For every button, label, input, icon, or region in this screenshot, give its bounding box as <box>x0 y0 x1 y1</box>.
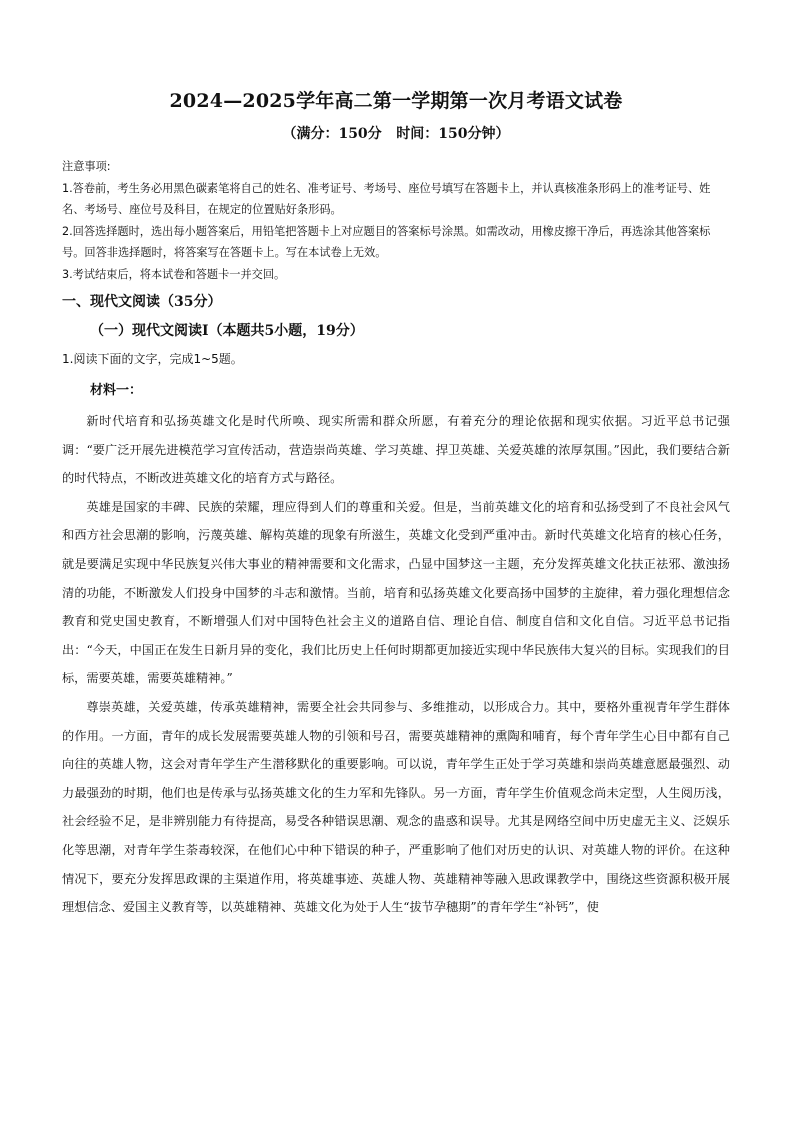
notice-item-1: 1.答卷前，考生务必用黑色碳素笔将自己的姓名、准考证号、考场号、座位号填写在答题卡上，并认真核准条形码上的准考证号、姓名、考场号、座位号及科目，在规定的位置贴好条形码。 <box>62 181 711 216</box>
material-body <box>62 407 730 922</box>
notice-item-3: 3.考试结束后，将本试卷和答题卡一并交回。 <box>62 267 286 281</box>
material-label: 材料一： <box>90 383 143 398</box>
paragraph-2: 英雄是国家的丰碑、民族的荣耀，理应得到人们的尊重和关爱。但是，当前英雄文化的培育和弘扬受到了不良社会风气和西方社会思潮的影响，污蔑英雄、解构英雄的现象有所滋生，英雄文化受到严重冲击。新时代英雄文化培育的核心任务，就是要满足实现中华民族复兴伟大事业的精神需要和文化需求，凸显中国梦这一主题，充分发挥英雄文化扶正祛邪、激浊扬清的功能，不断激发人们投身中国梦的斗志和激情。当前，培育和弘扬英雄文化要高扬中国梦的主旋律，着力强化理想信念教育和党史国史教育，不断增强人们对中国特色社会主义的道路自信、理论自信、制度自信和文化自信。习近平总书记指出：“今天，中国正在发生日新月异的变化，我们比历史上任何时期都更加接近实现中华民族伟大复兴的目标。实现我们的目标，需要英雄，需要英雄精神。” <box>62 499 730 686</box>
question-instruction: 1.阅读下面的文字，完成1~5题。 <box>62 352 243 366</box>
exam-subtitle: （满分：150分 时间：150分钟） <box>282 126 510 142</box>
paragraph-3: 尊崇英雄，关爱英雄，传承英雄精神，需要全社会共同参与、多维推动，以形成合力。其中，要格外重视青年学生群体的作用。一方面，青年的成长发展需要英雄人物的引领和号召，需要英雄精神的熏陶和哺育，每个青年学生心目中都有自己向往的英雄人物，这会对青年学生产生潜移默化的重要影响。可以说，青年学生正处于学习英雄和崇尚英雄意愿最强烈、动力最强劲的时期，他们也是传承与弘扬英雄文化的生力军和先锋队。另一方面，青年学生价值观念尚未定型，人生阅历浅，社会经验不足，是非辨别能力有待提高，易受各种错误思潮、观念的蛊惑和误导。尤其是网络空间中历史虚无主义、泛娱乐化等思潮，对青年学生荼毒较深，在他们心中种下错误的种子，严重影响了他们对历史的认识、对英雄人物的评价。在这种情况下，要充分发挥思政课的主渠道作用，将英雄事迹、英雄人物、英雄精神等融入思政课教学中，围绕这些资源积极开展理想信念、爱国主义教育等，以英雄精神、英雄文化为处于人生“拔节孕穗期”的青年学生“补钙”，使 <box>62 699 730 915</box>
notice-block <box>62 156 730 285</box>
notice-item-2: 2.回答选择题时，选出每小题答案后，用铅笔把答题卡上对应题目的答案标号涂黑。如需改动，用橡皮擦干净后，再选涂其他答案标号。回答非选择题时，将答案写在答题卡上。写在本试卷上无效。 <box>62 224 711 259</box>
subsection-heading: （一）现代文阅读Ⅰ（本题共5小题，19分） <box>90 323 364 339</box>
exam-title: 2024—2025学年高二第一学期第一次月考语文试卷 <box>169 90 623 112</box>
notice-heading: 注意事项: <box>62 160 111 173</box>
paragraph-1: 新时代培育和弘扬英雄文化是时代所唤、现实所需和群众所愿，有着充分的理论依据和现实依据。习近平总书记强调：“要广泛开展先进模范学习宣传活动，营造崇尚英雄、学习英雄、捍卫英雄、关爱英雄的浓厚氛围。”因此，我们要结合新的时代特点，不断改进英雄文化的培育方式与路径。 <box>62 414 730 486</box>
section-heading: 一、现代文阅读（35分） <box>62 294 222 310</box>
